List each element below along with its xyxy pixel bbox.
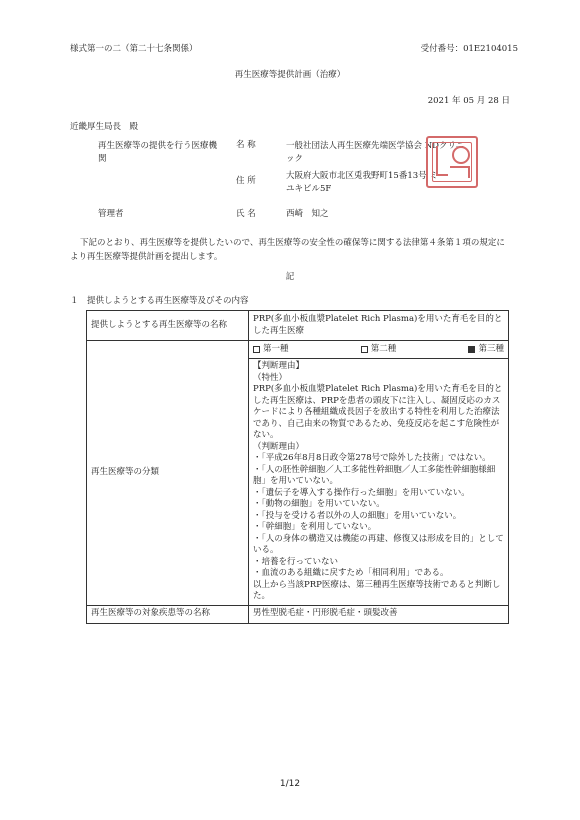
table-row [87, 311, 509, 341]
official-seal [426, 136, 478, 188]
option-class-2 [361, 344, 397, 356]
submission-date: 2021 年 05 月 28 日 [427, 96, 510, 106]
manager-name: 西崎 知之 [286, 209, 329, 219]
option-class-1 [253, 344, 289, 356]
provider-label: 再生医療等の提供を行う医療機関 [98, 141, 218, 164]
manager-name-label: 氏 名 [236, 209, 256, 219]
addressee: 近畿厚生局長 殿 [70, 122, 139, 132]
seal-mark [452, 146, 470, 164]
document-title: 再生医療等提供計画（治療） [234, 70, 346, 80]
option-label: 第三種 [478, 343, 504, 354]
checkbox-class-2 [361, 346, 368, 353]
option-class-3 [468, 344, 504, 356]
address-label: 住 所 [236, 176, 256, 186]
seal-mark [450, 166, 470, 178]
option-label: 第二種 [370, 343, 397, 354]
table-row [87, 341, 509, 359]
ki-heading: 記 [285, 272, 295, 282]
form-label: 様式第一の二（第二十七条関係） [70, 44, 198, 54]
classification-reasoning: 【判断理由】 （特性） PRP(多血小板血漿Platelet Rich Plasma)を用いた育毛を目的とした再生医療は、PRPを患者の頭皮下に注入し、凝固反応のカスケードにより各種組織成長因子を放出する特性を利用した治療法であり、自己由来の物質であるため、免疫反応を起こす危険性がない。 （判断理由） ・「平成26年8月8日政令第278号で除外した技術」ではない。 ・「人の胚性幹細胞／人工多能性幹細胞／人工多能性幹細胞様細胞」を用いていない。 ・「遺伝子を導入する操作行った細胞」を用いていない。 ・「動物の細胞」を用いていない。 ・「投与を受ける者以外の人の細胞」を用いていない。 ・「幹細胞」を利用していない。 ・「人の身体の構造又は機能の再建、修復又は形成を目的」としている。 ・培養を行っていない ・血流のある組織に戻すため「相同利用」である。 以上から当該PRP医療は、第三種再生医療等技術であると判断した。 [249, 359, 509, 606]
manager-label: 管理者 [98, 209, 124, 219]
intro-paragraph: 下記のとおり、再生医療等を提供したいので、再生医療等の安全性の確保等に関する法律第４条第１項の規定により再生医療等提供計画を提出します。 [70, 238, 505, 262]
seal-mark [436, 146, 448, 176]
institution-address: 大阪府大阪市北区兎我野町15番13号 ミユキビル5F [286, 171, 438, 194]
plan-table [86, 310, 509, 624]
checkbox-class-3 [468, 346, 475, 353]
option-label: 第一種 [263, 343, 289, 354]
page-number: 1/12 [279, 779, 301, 789]
section-1-title: １ 提供しようとする再生医療等及びその内容 [70, 296, 249, 306]
name-label: 名 称 [236, 140, 256, 150]
treatment-name: PRP(多血小板血漿Platelet Rich Plasma)を用いた育毛を目的とした再生医療 [249, 311, 509, 341]
receipt-number: 受付番号：01E2104015 [420, 44, 518, 54]
row-label-classification: 再生医療等の分類 [87, 341, 249, 606]
table-row [87, 605, 509, 623]
target-disease: 男性型脱毛症・円形脱毛症・頭髪改善 [249, 605, 509, 623]
checkbox-class-1 [253, 346, 260, 353]
institution-name: 一般社団法人再生医療先端医学協会 NDクリニック [286, 141, 465, 164]
row-label-treatment-name: 提供しようとする再生医療等の名称 [87, 311, 249, 341]
classification-options [249, 341, 509, 359]
row-label-target-disease: 再生医療等の対象疾患等の名称 [87, 605, 249, 623]
